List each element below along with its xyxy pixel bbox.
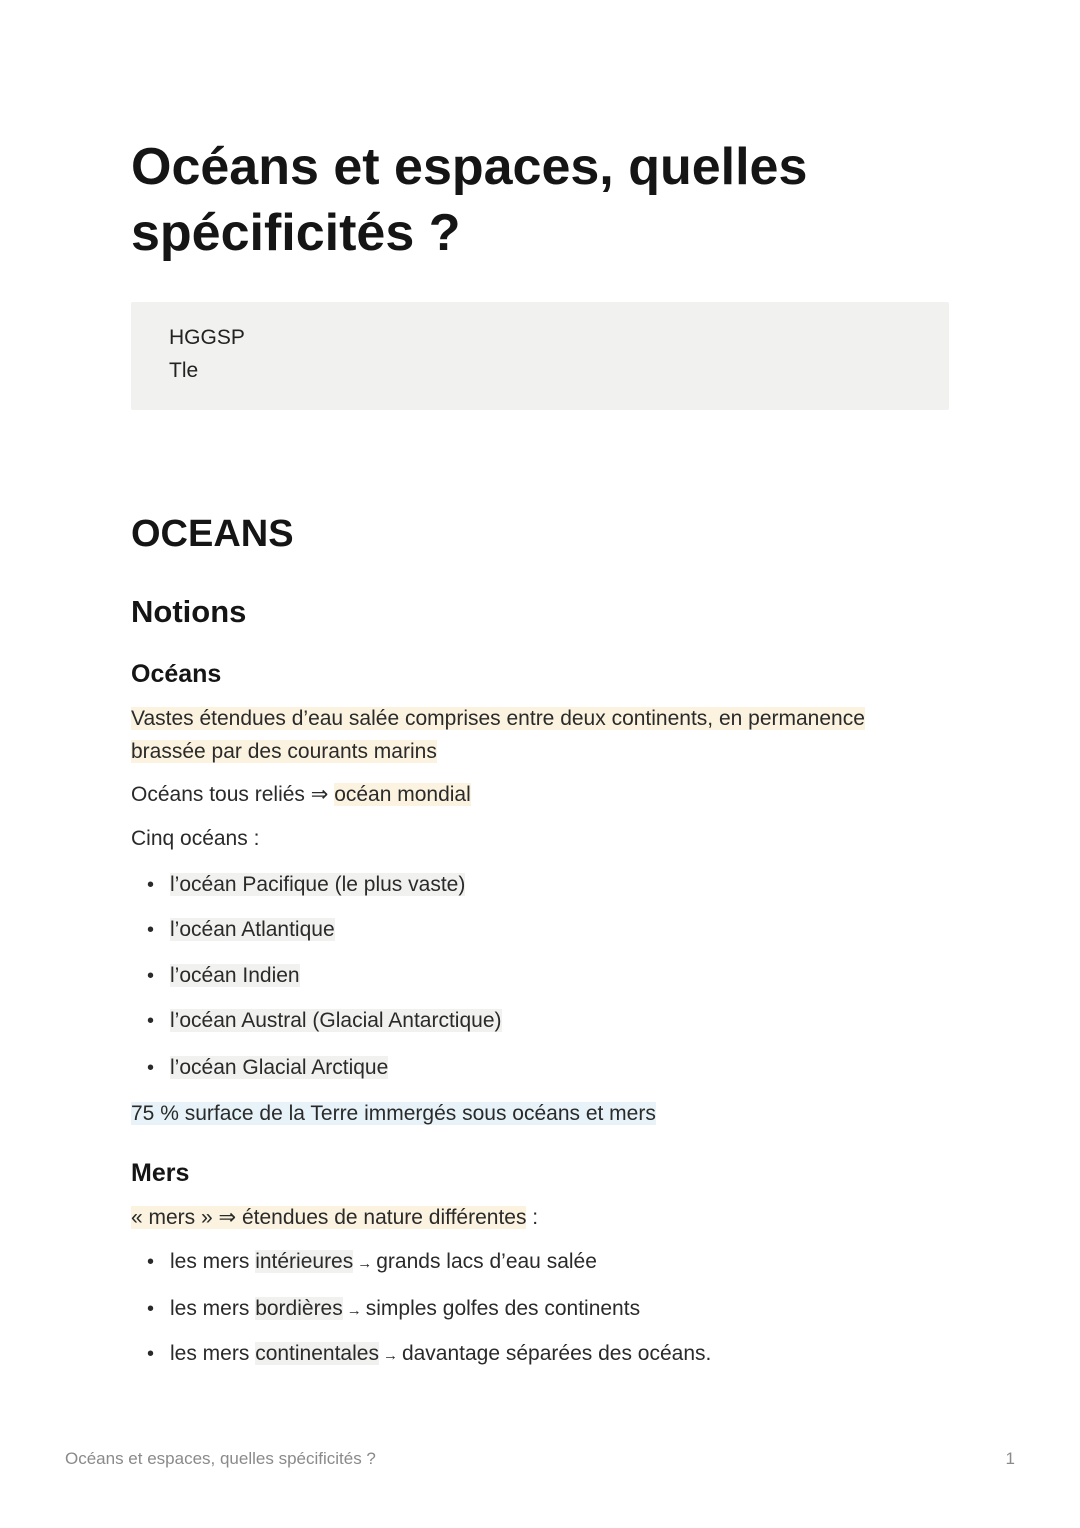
oceans-definition [131, 702, 865, 768]
list-item [147, 1337, 711, 1372]
mers-heading: Mers [131, 1159, 190, 1187]
bullet-icon: • [147, 1343, 155, 1365]
footer-title: Océans et espaces, quelles spécificités ? [65, 1449, 376, 1468]
definition-line-2: brassée par des courants marins [131, 740, 437, 763]
bullet-icon: • [147, 874, 155, 896]
subsection-heading: Notions [131, 594, 247, 629]
list-item [147, 1292, 640, 1327]
bullet-icon: • [147, 919, 155, 941]
oceans-heading: Océans [131, 660, 222, 688]
arrow-right-icon: → [382, 1347, 398, 1364]
linked-prefix: Océans tous reliés ⇒ [131, 783, 335, 806]
list-item-text: l’océan Indien [170, 964, 300, 987]
arrow-right-icon: → [357, 1255, 373, 1272]
page-title: Océans et espaces, quelles spécificités ? [131, 138, 808, 262]
subject-label: HGGSP [169, 326, 245, 349]
mers-intro-highlight: « mers » ⇒ étendues de nature différentes [131, 1206, 527, 1229]
list-item [147, 1004, 502, 1038]
bullet-icon: • [147, 1298, 155, 1320]
arrow-right-icon: → [346, 1302, 362, 1319]
list-item [147, 913, 335, 947]
item-prefix: les mers [170, 1342, 256, 1365]
list-item [147, 959, 300, 993]
page-number: 1 [1005, 1449, 1015, 1468]
item-term: continentales [255, 1342, 379, 1365]
level-label: Tle [169, 359, 199, 382]
item-term: bordières [255, 1297, 343, 1320]
oceans-linked-line [131, 778, 471, 811]
item-prefix: les mers [170, 1297, 256, 1320]
item-term: intérieures [255, 1250, 354, 1273]
item-prefix: les mers [170, 1250, 256, 1273]
list-item [147, 1245, 597, 1280]
properties-callout [131, 302, 949, 410]
list-item-text: l’océan Pacifique (le plus vaste) [170, 873, 466, 896]
item-description: grands lacs d’eau salée [376, 1250, 597, 1273]
definition-line-1: Vastes étendues d’eau salée comprises entre deux continents, en permanence [131, 707, 865, 730]
list-item [147, 868, 465, 902]
bullet-icon: • [147, 1251, 155, 1273]
bullet-icon: • [147, 965, 155, 987]
item-description: simples golfes des continents [365, 1297, 641, 1320]
surface-fact [131, 1097, 656, 1130]
mers-intro [131, 1201, 538, 1234]
item-description: davantage séparées des océans. [401, 1342, 712, 1365]
section-heading: OCEANS [131, 513, 294, 555]
oceans-count-intro: Cinq océans : [131, 827, 260, 850]
bullet-icon: • [147, 1010, 155, 1032]
list-item [147, 1051, 388, 1085]
linked-term: océan mondial [334, 783, 471, 806]
mers-intro-suffix: : [526, 1206, 539, 1229]
list-item-text: l’océan Atlantique [170, 918, 335, 941]
surface-fact-text: 75 % surface de la Terre immergés sous océans et mers [131, 1102, 656, 1125]
bullet-icon: • [147, 1057, 155, 1079]
list-item-text: l’océan Austral (Glacial Antarctique) [170, 1009, 502, 1032]
list-item-text: l’océan Glacial Arctique [170, 1056, 389, 1079]
